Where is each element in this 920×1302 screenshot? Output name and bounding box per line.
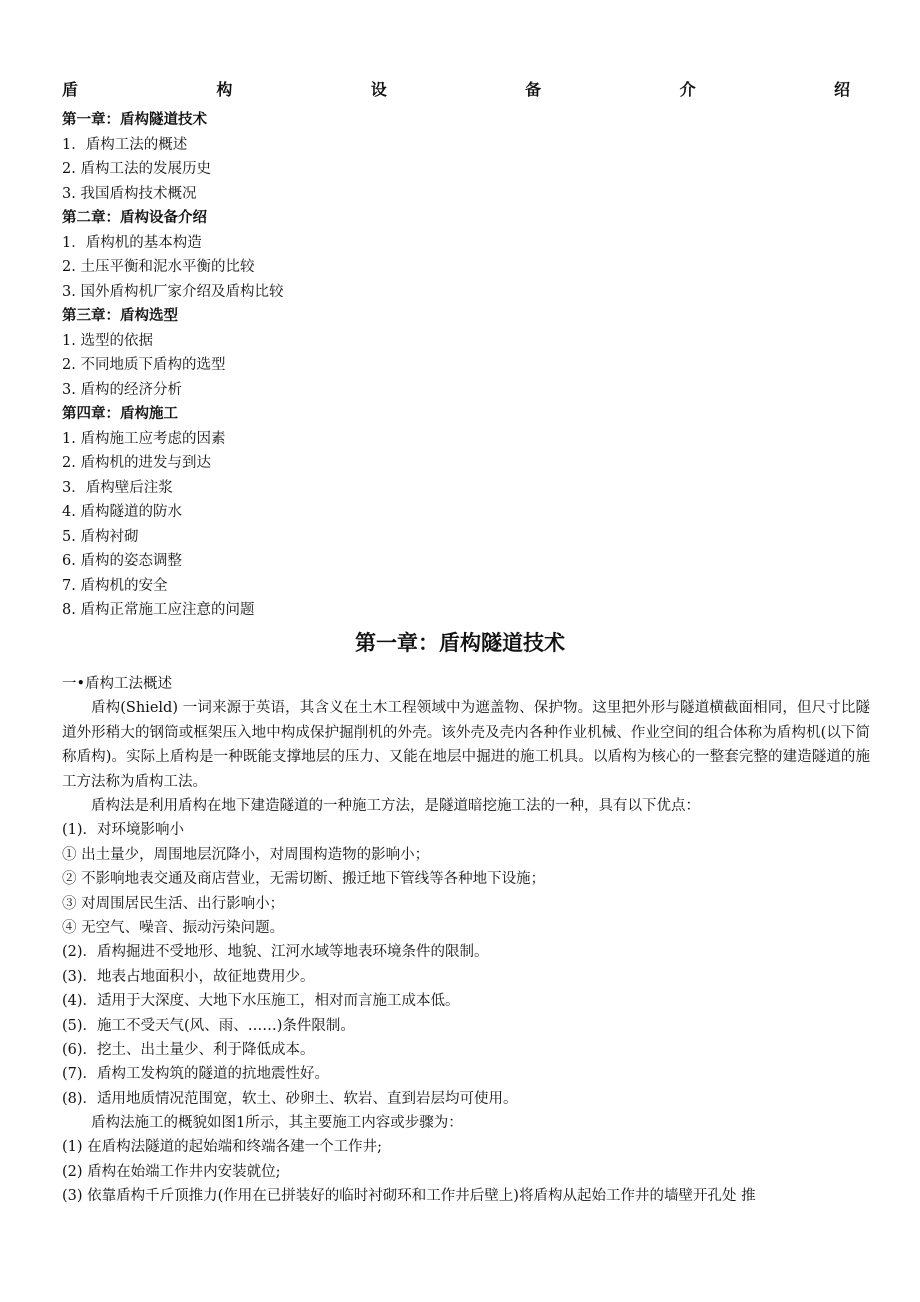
advantage-line: (3)．地表占地面积小，故征地费用少。 [62, 968, 315, 985]
toc-item: 7. 盾构机的安全 [62, 577, 168, 594]
step-line: (2) 盾构在始端工作井内安装就位; [62, 1163, 281, 1180]
step-line: (3) 依靠盾构千斤顶推力(作用在已拼装好的临时衬砌环和工作井后壁上)将盾构从起始工作井的墙壁开孔处 推 [62, 1188, 756, 1205]
toc-chapter-heading: 第二章：盾构设备介绍 [62, 210, 207, 226]
title-char: 盾 [62, 80, 79, 99]
advantage-line: (7)．盾构工发构筑的隧道的抗地震性好。 [62, 1066, 330, 1083]
advantage-line: ② 不影响地表交通及商店营业，无需切断、搬迁地下管线等各种地下设施； [62, 871, 546, 888]
advantage-line: (8)．适用地质情况范围宽，软土、砂卵土、软岩、直到岩层均可使用。 [62, 1090, 518, 1107]
advantage-line: ④ 无空气、噪音、振动污染问题。 [62, 919, 285, 936]
section-title: 一•盾构工法概述 [62, 676, 173, 692]
table-of-contents [62, 108, 882, 623]
advantages-intro: 盾构法是利用盾构在地下建造隧道的一种施工方法，是隧道暗挖施工法的一种，具有以下优点： [91, 798, 700, 815]
toc-item: 2. 土压平衡和泥水平衡的比较 [62, 259, 255, 275]
chapter-body [62, 672, 870, 1209]
toc-item: 8. 盾构正常施工应注意的问题 [62, 602, 255, 618]
advantage-line: ③ 对周围居民生活、出行影响小； [62, 895, 285, 912]
chapter-heading: 第一章：盾构隧道技术 [355, 631, 565, 655]
title-char: 绍 [833, 80, 850, 99]
advantage-line: (2)．盾构掘进不受地形、地貌、江河水域等地表环境条件的限制。 [62, 944, 489, 961]
toc-chapter-heading: 第三章：盾构选型 [62, 308, 178, 324]
toc-item: 3. 盾构的经济分析 [62, 381, 182, 398]
toc-chapter-heading: 第四章：盾构施工 [62, 406, 178, 422]
toc-item: 1．盾构机的基本构造 [62, 234, 202, 251]
document-title [62, 78, 850, 102]
toc-item: 2. 盾构工法的发展历史 [62, 161, 211, 177]
toc-item: 2. 不同地质下盾构的选型 [62, 357, 226, 373]
intro-paragraph: 盾构(Shield) 一词来源于英语，其含义在土木工程领域中为遮盖物、保护物。这里把外形与隧道横截面相同，但尺寸比隧道外形稍大的钢筒或框架压入地中构成保护掘削机的外壳。该外壳及壳内各种作业机械、作业空间的组合体称为盾构机(以下简称盾构)。实际上盾构是一种既能支撑地层的压力、又能在地层中掘进的施工机具。以盾构为核心的一整套完整的建造隧道的施工方法称为盾构工法。 [62, 700, 870, 790]
toc-item: 3. 我国盾构技术概况 [62, 185, 197, 202]
title-char: 备 [525, 80, 542, 99]
toc-item: 2. 盾构机的进发与到达 [62, 455, 211, 471]
toc-item: 5. 盾构衬砌 [62, 528, 139, 545]
toc-chapter-heading: 第一章：盾构隧道技术 [62, 112, 207, 128]
toc-item: 1．盾构工法的概述 [62, 136, 188, 153]
step-line: (1) 在盾构法隧道的起始端和终端各建一个工作井; [62, 1139, 383, 1156]
title-char: 介 [679, 80, 696, 99]
toc-item: 6. 盾构的姿态调整 [62, 553, 182, 569]
advantage-line: (4)．适用于大深度、大地下水压施工，相对而言施工成本低。 [62, 993, 460, 1010]
advantage-line: (5)．施工不受天气(风、雨、……)条件限制。 [62, 1017, 355, 1034]
advantage-line: (6)．挖土、出土量少、利于降低成本。 [62, 1041, 315, 1058]
title-char: 构 [216, 80, 233, 99]
title-char: 设 [370, 80, 387, 99]
steps-intro: 盾构法施工的概貌如图1所示，其主要施工内容或步骤为： [91, 1115, 463, 1132]
toc-item: 3. 国外盾构机厂家介绍及盾构比较 [62, 283, 284, 300]
advantage-line: (1)．对环境影响小 [62, 822, 185, 839]
toc-item: 1. 盾构施工应考虑的因素 [62, 430, 226, 447]
advantage-line: ① 出土量少，周围地层沉降小，对周围构造物的影响小； [62, 846, 430, 863]
toc-item: 1. 选型的依据 [62, 332, 153, 349]
toc-item: 3．盾构壁后注浆 [62, 479, 173, 496]
toc-item: 4. 盾构隧道的防水 [62, 504, 182, 520]
